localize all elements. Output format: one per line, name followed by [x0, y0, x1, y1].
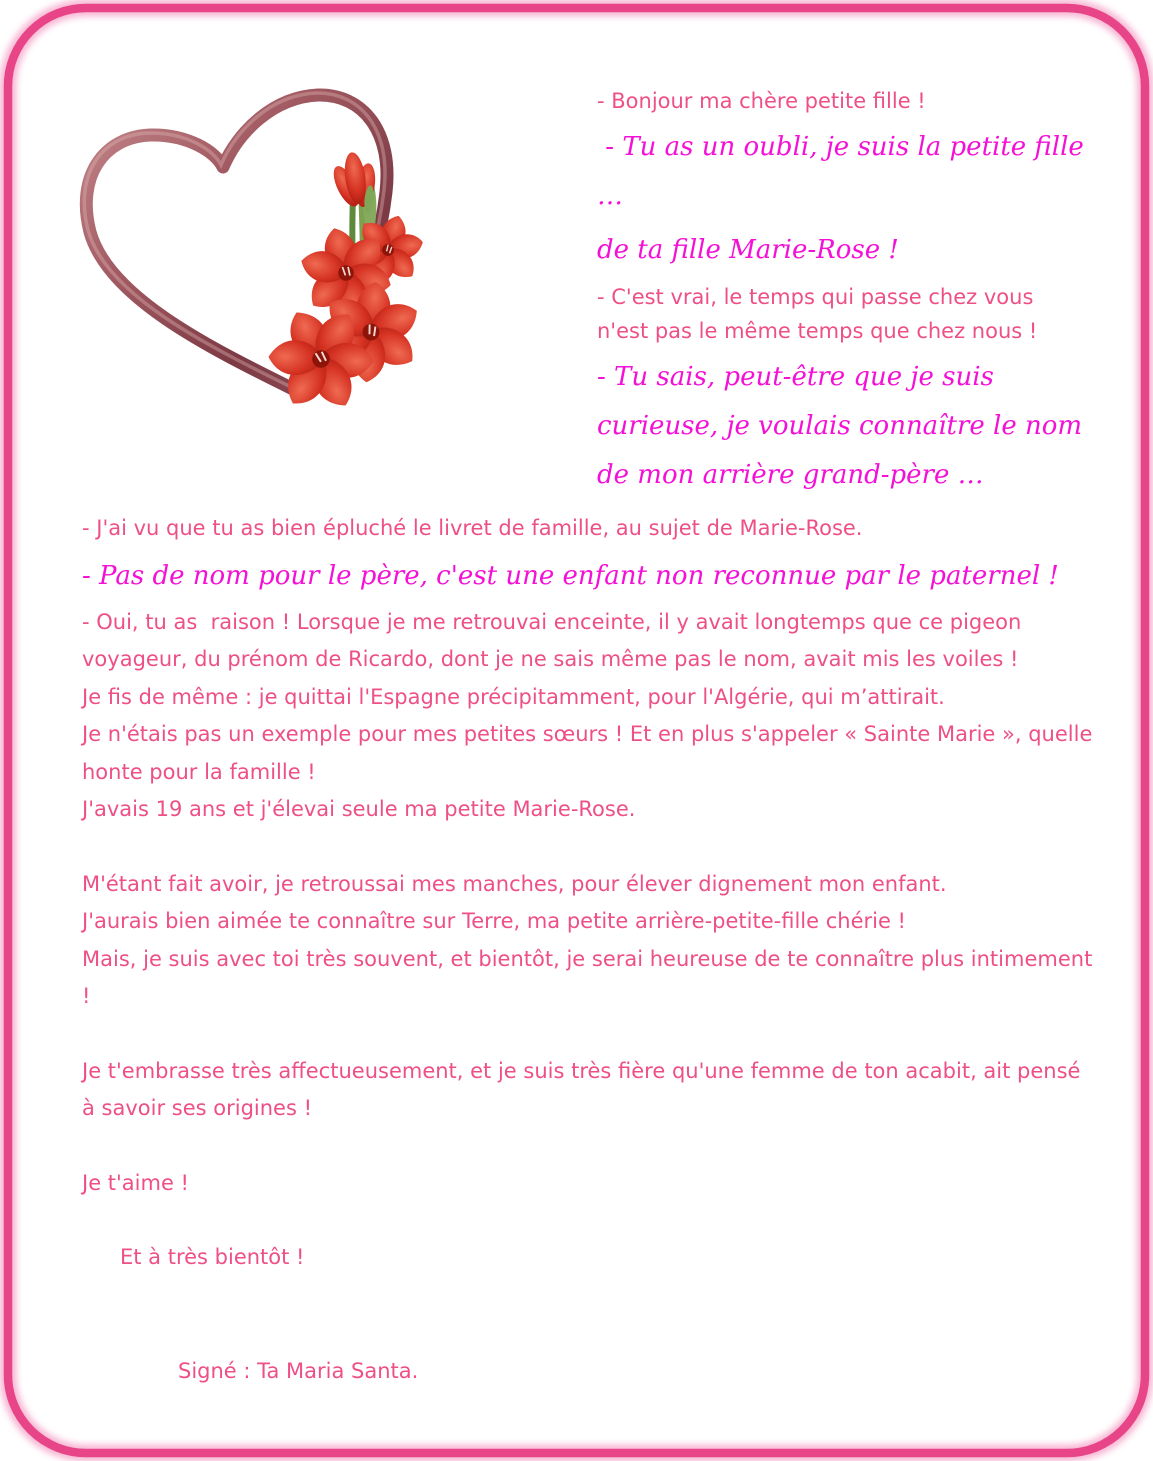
- letter-paragraph: J'aurais bien aimée te connaître sur Terre, ma petite arrière-petite-fille chérie !: [82, 909, 906, 933]
- dialog-line: de ta fille Marie-Rose !: [597, 235, 899, 265]
- letter-paragraph: J'avais 19 ans et j'élevai seule ma petite Marie-Rose.: [82, 797, 636, 821]
- letter-paragraph: - Oui, tu as raison ! Lorsque je me retrouvai enceinte, il y avait longtemps que ce pigeon voyageur, du prénom de Ricardo, dont je ne sais même pas le nom, avait mis les voiles !: [82, 609, 1029, 671]
- letter-closing: Et à très bientôt !: [120, 1245, 305, 1269]
- dialog-intro: [597, 84, 1093, 505]
- dialog-line: - Bonjour ma chère petite fille !: [597, 89, 926, 113]
- dialog-line: - C'est vrai, le temps qui passe chez vous n'est pas le même temps que chez nous !: [597, 285, 1041, 343]
- heart-flowers-image: [58, 72, 478, 427]
- dialog-line: - Tu sais, peut-être que je suis curieuse, je voulais connaître le nom de mon arrière grand-père …: [597, 362, 1091, 490]
- letter-paragraph: - J'ai vu que tu as bien épluché le livret de famille, au sujet de Marie-Rose.: [82, 516, 863, 540]
- letter-paragraph: - Pas de nom pour le père, c'est une enfant non reconnue par le paternel !: [82, 560, 1059, 591]
- dialog-line: - Tu as un oubli, je suis la petite fille …: [597, 132, 1093, 211]
- letter-paragraph: M'étant fait avoir, je retroussai mes manches, pour élever dignement mon enfant.: [82, 871, 947, 896]
- letter-body: [82, 510, 1098, 1390]
- letter-paragraph: Je t'embrasse très affectueusement, et je suis très fière qu'une femme de ton acabit, ait pensé à savoir ses origines !: [82, 1058, 1088, 1120]
- letter-paragraph: Je n'étais pas un exemple pour mes petites sœurs ! Et en plus s'appeler « Sainte Marie », quelle honte pour la famille !: [82, 722, 1100, 784]
- letter-signature: Signé : Ta Maria Santa.: [178, 1358, 419, 1383]
- letter-paragraph: Je fis de même : je quittai l'Espagne précipitamment, pour l'Algérie, qui m’attirait.: [82, 684, 945, 709]
- letter-paragraph: Mais, je suis avec toi très souvent, et bientôt, je serai heureuse de te connaître plus intimement !: [82, 946, 1099, 1008]
- letter-paragraph: Je t'aime !: [82, 1170, 189, 1195]
